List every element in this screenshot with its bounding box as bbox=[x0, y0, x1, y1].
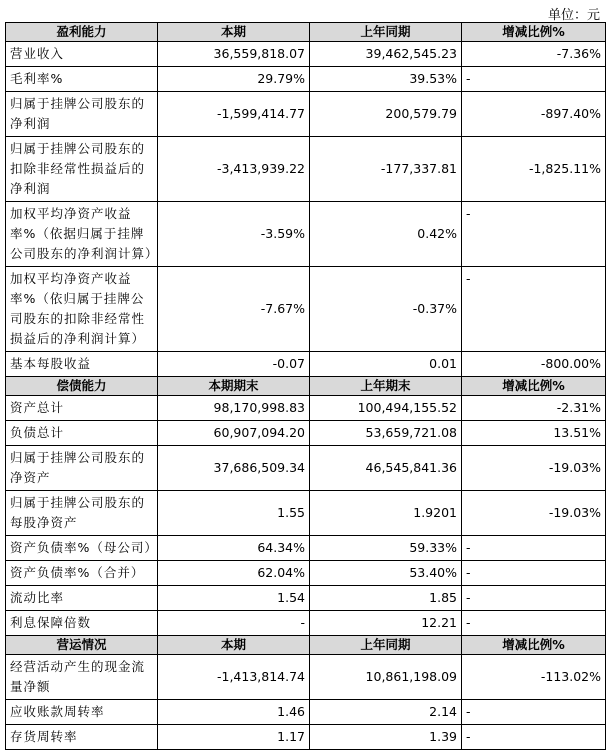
row-label: 经营活动产生的现金流量净额 bbox=[6, 655, 158, 700]
change-value: -2.31% bbox=[462, 396, 606, 421]
current-value: -3.59% bbox=[158, 202, 310, 267]
table-row bbox=[6, 202, 606, 267]
current-value: -1,599,414.77 bbox=[158, 92, 310, 137]
column-header-current: 本期 bbox=[158, 23, 310, 42]
section-header-operations bbox=[6, 636, 606, 655]
row-label: 营业收入 bbox=[6, 42, 158, 67]
row-label: 存货周转率 bbox=[6, 725, 158, 750]
financial-indicators-table bbox=[5, 22, 606, 750]
previous-value: 200,579.79 bbox=[310, 92, 462, 137]
change-value: - bbox=[462, 586, 606, 611]
row-label: 归属于挂牌公司股东的扣除非经常性损益后的净利润 bbox=[6, 137, 158, 202]
change-value: - bbox=[462, 67, 606, 92]
change-value: -113.02% bbox=[462, 655, 606, 700]
column-header-previous: 上年同期 bbox=[310, 23, 462, 42]
change-value: -1,825.11% bbox=[462, 137, 606, 202]
current-value: 62.04% bbox=[158, 561, 310, 586]
previous-value: 1.9201 bbox=[310, 491, 462, 536]
previous-value: 0.42% bbox=[310, 202, 462, 267]
current-value: 1.54 bbox=[158, 586, 310, 611]
previous-value: 53.40% bbox=[310, 561, 462, 586]
current-value: 29.79% bbox=[158, 67, 310, 92]
change-value: -7.36% bbox=[462, 42, 606, 67]
change-value: - bbox=[462, 536, 606, 561]
section-title: 偿债能力 bbox=[6, 377, 158, 396]
current-value: 36,559,818.07 bbox=[158, 42, 310, 67]
table-row bbox=[6, 561, 606, 586]
previous-value: 1.85 bbox=[310, 586, 462, 611]
table-row bbox=[6, 586, 606, 611]
table-row bbox=[6, 42, 606, 67]
row-label: 资产负债率%（合并） bbox=[6, 561, 158, 586]
previous-value: -177,337.81 bbox=[310, 137, 462, 202]
section-title: 盈利能力 bbox=[6, 23, 158, 42]
section-header-profitability bbox=[6, 23, 606, 42]
column-header-change: 增减比例% bbox=[462, 636, 606, 655]
current-value: -0.07 bbox=[158, 352, 310, 377]
change-value: 13.51% bbox=[462, 421, 606, 446]
change-value: - bbox=[462, 202, 606, 267]
previous-value: 39,462,545.23 bbox=[310, 42, 462, 67]
table-row bbox=[6, 396, 606, 421]
change-value: -19.03% bbox=[462, 491, 606, 536]
previous-value: 0.01 bbox=[310, 352, 462, 377]
row-label: 资产总计 bbox=[6, 396, 158, 421]
previous-value: 10,861,198.09 bbox=[310, 655, 462, 700]
current-value: 64.34% bbox=[158, 536, 310, 561]
change-value: -897.40% bbox=[462, 92, 606, 137]
row-label: 利息保障倍数 bbox=[6, 611, 158, 636]
previous-value: 100,494,155.52 bbox=[310, 396, 462, 421]
table-row bbox=[6, 352, 606, 377]
change-value: - bbox=[462, 725, 606, 750]
table-row bbox=[6, 725, 606, 750]
row-label: 基本每股收益 bbox=[6, 352, 158, 377]
row-label: 加权平均净资产收益率%（依归属于挂牌公司股东的扣除非经常性损益后的净利润计算） bbox=[6, 267, 158, 352]
row-label: 流动比率 bbox=[6, 586, 158, 611]
column-header-previous: 上年同期 bbox=[310, 636, 462, 655]
table-row bbox=[6, 536, 606, 561]
row-label: 应收账款周转率 bbox=[6, 700, 158, 725]
previous-value: -0.37% bbox=[310, 267, 462, 352]
row-label: 加权平均净资产收益率%（依据归属于挂牌公司股东的净利润计算） bbox=[6, 202, 158, 267]
column-header-change: 增减比例% bbox=[462, 377, 606, 396]
table-row bbox=[6, 611, 606, 636]
current-value: 98,170,998.83 bbox=[158, 396, 310, 421]
current-value: 1.46 bbox=[158, 700, 310, 725]
table-row bbox=[6, 267, 606, 352]
current-value: -7.67% bbox=[158, 267, 310, 352]
row-label: 负债总计 bbox=[6, 421, 158, 446]
change-value: - bbox=[462, 611, 606, 636]
section-title: 营运情况 bbox=[6, 636, 158, 655]
table-row bbox=[6, 655, 606, 700]
previous-value: 59.33% bbox=[310, 536, 462, 561]
unit-label: 单位：元 bbox=[547, 8, 600, 23]
previous-value: 12.21 bbox=[310, 611, 462, 636]
previous-value: 53,659,721.08 bbox=[310, 421, 462, 446]
table-row bbox=[6, 137, 606, 202]
change-value: - bbox=[462, 267, 606, 352]
previous-value: 39.53% bbox=[310, 67, 462, 92]
previous-value: 46,545,841.36 bbox=[310, 446, 462, 491]
previous-value: 2.14 bbox=[310, 700, 462, 725]
column-header-current: 本期期末 bbox=[158, 377, 310, 396]
current-value: - bbox=[158, 611, 310, 636]
change-value: - bbox=[462, 700, 606, 725]
row-label: 归属于挂牌公司股东的净资产 bbox=[6, 446, 158, 491]
change-value: - bbox=[462, 561, 606, 586]
table-row bbox=[6, 92, 606, 137]
table-row bbox=[6, 700, 606, 725]
current-value: -1,413,814.74 bbox=[158, 655, 310, 700]
current-value: 37,686,509.34 bbox=[158, 446, 310, 491]
current-value: 1.55 bbox=[158, 491, 310, 536]
table-row bbox=[6, 67, 606, 92]
change-value: -19.03% bbox=[462, 446, 606, 491]
current-value: 60,907,094.20 bbox=[158, 421, 310, 446]
row-label: 归属于挂牌公司股东的每股净资产 bbox=[6, 491, 158, 536]
column-header-current: 本期 bbox=[158, 636, 310, 655]
change-value: -800.00% bbox=[462, 352, 606, 377]
previous-value: 1.39 bbox=[310, 725, 462, 750]
row-label: 资产负债率%（母公司） bbox=[6, 536, 158, 561]
table-row bbox=[6, 446, 606, 491]
column-header-previous: 上年期末 bbox=[310, 377, 462, 396]
column-header-change: 增减比例% bbox=[462, 23, 606, 42]
section-header-solvency bbox=[6, 377, 606, 396]
table-row bbox=[6, 421, 606, 446]
row-label: 归属于挂牌公司股东的净利润 bbox=[6, 92, 158, 137]
current-value: 1.17 bbox=[158, 725, 310, 750]
row-label: 毛利率% bbox=[6, 67, 158, 92]
table-row bbox=[6, 491, 606, 536]
current-value: -3,413,939.22 bbox=[158, 137, 310, 202]
